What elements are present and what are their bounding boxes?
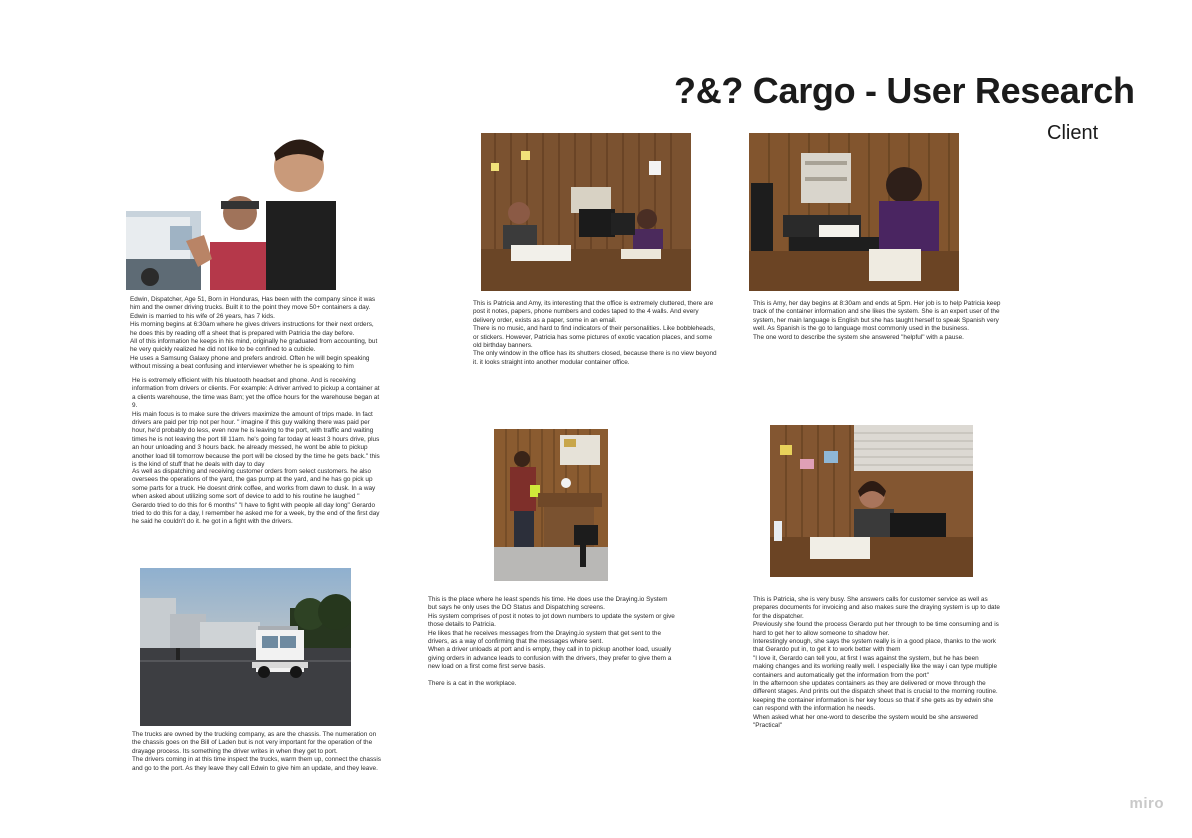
miro-logo[interactable]: miro — [1129, 795, 1164, 812]
photo-patricia-desk[interactable] — [770, 425, 973, 577]
photo-edwin-selfie[interactable] — [126, 131, 336, 290]
photo-amy-image — [749, 133, 959, 291]
photo-patricia-image — [770, 425, 973, 577]
note-office: This is Patricia and Amy, its interesting that the office is extremely cluttered, there are post it notes, papers, phone numbers and codes taped to the 4 walls. And every delivery order, exists as a paper, some in an email. There is no music, and hard to find indicators of their personalities. Like bobbleheads, or stickers. However, Patricia has some pictures of exotic vacation places, and some old birthday banners. The only window in the office has its shutters closed, because there is no view beyond it. it looks straight into another modular container office. — [473, 300, 717, 366]
board-subtitle: Client — [1047, 122, 1099, 144]
note-amy: This is Amy, her day begins at 8:30am and ends at 5pm. Her job is to help Patricia keep track of the container information and she likes the system. She is an expert user of the system, her main language is English but she has taught herself to speak Spanish very well. As Spanish is the go to language most commonly used in the business. The one word to describe the system she answered "helpful" with a pause. — [753, 300, 1001, 341]
board-title: ?&? Cargo - User Research — [674, 70, 1135, 111]
photo-edwin-selfie-image — [126, 131, 336, 290]
photo-amy-desk[interactable] — [749, 133, 959, 291]
photo-edwin-desk[interactable] — [494, 429, 608, 581]
note-trucks: The trucks are owned by the trucking company, as are the chassis. The numeration on the chassis goes on the Bill of Laden but is not very important for the operation of the drayage process. Its something the driver writes in when they get to port. The drivers coming in at this time inspect the trucks, warm them up, connect the chassis and go to the port. As they leave they call Edwin to give him an update, and they leave. — [132, 731, 381, 772]
photo-edwin-desk-image — [494, 429, 608, 581]
photo-office-patricia-amy[interactable] — [481, 133, 691, 291]
photo-truck-yard-image — [140, 568, 351, 726]
note-patricia: This is Patricia, she is very busy. She answers calls for customer service as well as prepares documents for invoicing and also makes sure the draying system is up to date for the dispatcher. Previously she found the process Gerardo put her through to be time consuming and is hard to get her to allow someone to shadow her. Interestingly enough, she says the system really is in a good place, thanks to the work that Gerardo put in, to get it to work better with them "I love it, Gerardo can tell you, at first I was against the system, but he has been making changes and its working really well. I especially like the way i can type multiple containers and automatically get the information from the port" In the afternoon she updates containers as they are delivered or move through the different stages. And prints out the dispatch sheet that is crucial to the morning routine. keeping the container information is her key focus so that if she gets as by edwin she can respond with the information he needs. When asked what her one-word to describe the system would be she answered "Practical" — [753, 596, 1000, 730]
note-edwin-desk: This is the place where he least spends his time. He does use the Draying.io System but says he only uses the DO Status and Dispatching screens. His system comprises of post it notes to jot down numbers to update the system or give those details to Patricia. He likes that he receives messages from the Draying.io system that get sent to the drivers, as a way of confirming that the messages where sent. When a driver unloads at port and is empty, they call in to pickup another load, usually giving orders in advance leads to confusion with the drivers, they prefer to give them a new load on a first come first serve basis. There is a cat in the workplace. — [428, 596, 675, 688]
note-edwin-intro: Edwin, Dispatcher, Age 51, Born in Honduras, Has been with the company since it was him and the owner driving trucks. Built it to the point they move 50+ containers a day. Edwin is married to his wife of 26 years, has 7 kids. His morning begins at 6:30am where he gives drivers instructions for their next orders, he does this by reading off a sheet that is prepared with Patricia the day before. All of this information he keeps in his mind, originally he graduated from accounting, but he very quickly realized he did not like to be confined to a cubicle. He uses a Samsung Galaxy phone and prefers android. Often he will begin speaking without missing a beat confusing and interviewer whether he is speaking to him — [130, 296, 378, 371]
photo-truck-yard[interactable] — [140, 568, 351, 726]
note-edwin-operations: As well as dispatching and receiving customer orders from select customers. he also oversees the operations of the yard, the gas pump at the yard, and he has go pick up some parts for a truck. He doesnt drink coffee, and works from dawn to dusk. In a way when asked about utilizing some sort of device to add to his routine he laughed " Gerardo tried to do this for 6 months" "I have to fight with people all day long" Gerardo tried to do this for a day, I remember he asked me for a week, by the end of the first day he said he couldn't do it. he got in a fight with the drivers. — [132, 468, 380, 526]
photo-office-image — [481, 133, 691, 291]
note-edwin-efficiency: He is extremely efficient with his bluetooth headset and phone. And is receiving information from drivers or clients. For example: A driver arrived to pickup a container at a clients warehouse, the time was 8am; yet the office hours for the warehouse began at 9. His main focus is to make sure the drivers maximize the amount of trips made. In fact drivers are paid per trip not per hour. " imagine if this guy walking there was paid per hour, he'd probably do less, even now he is leaving to the port, with traffic and waiting times he is not leaving the port till 11am. he's going far today at least 3 hours drive, plus an hour unloading and 3 hours back. he already messed, he wont be able to pickup another load till tomorrow because the port will be closed by the time he gets back." this is the kind of stuff that he deals with day to day — [132, 377, 380, 469]
